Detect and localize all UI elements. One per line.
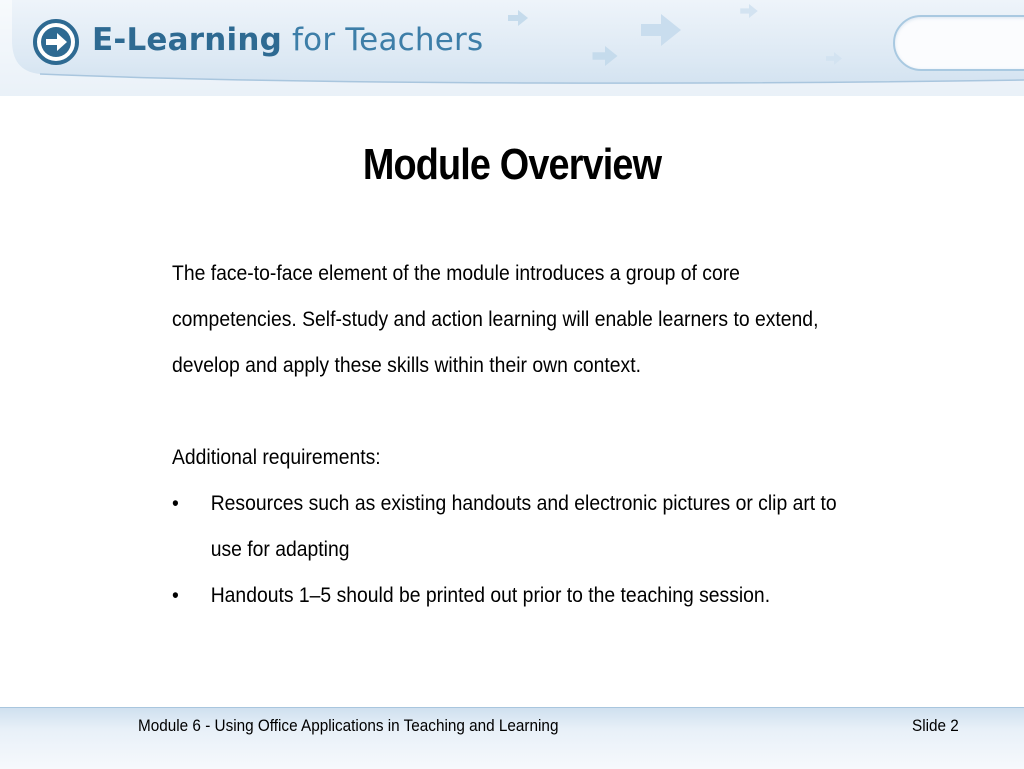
bullet-mark: • [172, 583, 179, 607]
list-item [172, 480, 838, 572]
requirements-list [172, 480, 838, 618]
decorative-arrow-icon [641, 14, 681, 46]
paragraph-line: The face-to-face element of the module introduces a group of core [172, 261, 740, 285]
slide-header [0, 0, 1024, 96]
slide-body [172, 250, 838, 618]
paragraph-gap [172, 388, 838, 434]
list-item [172, 572, 838, 618]
logo-text [92, 22, 483, 58]
decorative-arrow-icon [592, 46, 618, 66]
list-item-line: Resources such as existing handouts and electronic pictures or clip art to [210, 491, 837, 515]
list-item-line: use for adapting [210, 537, 350, 561]
requirements-heading: Additional requirements: [172, 445, 381, 469]
header-pill-shape [893, 15, 1024, 71]
paragraph-line: competencies. Self-study and action learning will enable learners to extend, [172, 307, 819, 331]
bullet-mark: • [172, 491, 179, 515]
list-item-line: Handouts 1–5 should be printed out prior to the teaching session. [210, 583, 771, 607]
paragraph-line: develop and apply these skills within their own context. [172, 353, 641, 377]
slide-title: Module Overview [362, 140, 662, 189]
decorative-arrow-icon [740, 4, 758, 18]
logo-text-strong: E-Learning [92, 22, 282, 58]
decorative-arrow-icon [826, 52, 842, 65]
logo-text-light: for Teachers [281, 22, 484, 58]
decorative-arrow-icon [508, 10, 528, 26]
footer-module-label: Module 6 - Using Office Applications in Teaching and Learning [138, 716, 559, 735]
footer-slide-number: Slide 2 [912, 716, 959, 735]
arrow-right-circle-icon [33, 19, 79, 65]
